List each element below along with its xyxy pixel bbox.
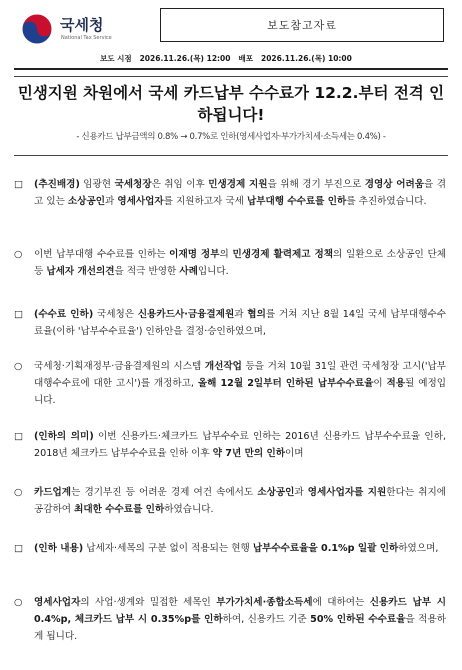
square-bullet: □: [14, 543, 24, 554]
text-run: 를 거쳐 지난 8월 14일 국세 납부대행수수료율(이하 '납부수수료율') 인하안을 결정·승인하였으며,: [34, 309, 446, 337]
embargo-time: 2026.11.26.(목) 12:00: [139, 53, 231, 63]
text-run: 입니다.: [197, 266, 229, 277]
text-run: 에 대하여는: [312, 597, 370, 608]
bold-run: 신용카드 납부 시 0.4%p, 체크카드 납부 시 0.35%p를 인하: [34, 597, 446, 625]
paragraph-text: [34, 358, 446, 409]
text-run: 을 적용하게 됩니다.: [34, 614, 446, 642]
page-subtitle: - 신용카드 납부금액의 0.8% → 0.7%로 인하(영세사업자·부가가치세·소득세는 0.4%) -: [76, 132, 386, 142]
bold-run: 최대한 수수료를 인하: [74, 504, 165, 515]
bold-run: 개선작업: [204, 361, 242, 372]
paragraph-text: [34, 594, 446, 645]
text-run: 을 겪고 있는: [34, 179, 446, 207]
text-run: 과: [104, 196, 118, 207]
text-run: 은 취임 이후: [151, 179, 209, 190]
document-type-label: 보도참고자료: [160, 8, 444, 42]
bold-run: 납부수수료율을 0.1%p 일괄 인하: [252, 543, 399, 554]
text-run: 등을 거쳐 10월 31일 관련 국세청장 고시('납부대행수수료에 대한 고시')를 개정하고,: [34, 361, 446, 389]
logo-text: 국세청: [60, 16, 104, 34]
paragraph-text: [34, 428, 446, 462]
text-run: 하여, 신용카드 기준: [222, 614, 311, 625]
text-run: 한다는 취지에 공감하여: [34, 487, 446, 515]
page-header: [0, 0, 462, 56]
bold-run: 이재명 정부: [169, 249, 220, 260]
text-run: 과: [234, 309, 248, 320]
bold-run: 민생경제 지원: [208, 179, 268, 190]
text-run: 이번 신용카드·체크카드 납부수수료 인하는 2016년 신용카드 납부수수료율 인하, 2018년 체크카드 납부수수료율 인하 이후: [34, 431, 446, 459]
text-run: 될 예정입니다.: [34, 378, 446, 406]
text-run: 의: [219, 249, 233, 260]
taegeuk-logo-icon: [20, 12, 54, 46]
bold-run: 영세사업자를 지원: [307, 487, 387, 498]
circle-bullet: ○: [14, 361, 23, 372]
bold-run: 영세사업자: [117, 196, 164, 207]
bold-run: 영세사업자: [34, 597, 81, 608]
text-run: 과: [294, 487, 308, 498]
text-run: 하였습니다.: [164, 504, 214, 515]
bold-run: 신용카드사·금융결제원: [137, 309, 235, 320]
text-run: 임광현: [79, 179, 115, 190]
text-run: 을 적극 반영한: [114, 266, 180, 277]
embargo-label: 보도 시점: [100, 53, 132, 63]
bold-run: (인하의 의미): [34, 431, 94, 442]
bold-run: 경영상 어려움: [364, 179, 425, 190]
text-run: 국세청·기획재정부·금융결제원의 시스템: [34, 361, 205, 372]
paragraph-text: [34, 540, 446, 557]
bold-run: 소상공인: [67, 196, 105, 207]
nts-logo: [14, 4, 124, 50]
bold-run: 협의: [247, 309, 266, 320]
text-run: 을 위해 경기 부진으로: [267, 179, 365, 190]
bold-run: 카드업계: [34, 487, 72, 498]
bold-run: 납세자 개선의견: [46, 266, 115, 277]
paragraph-text: [34, 484, 446, 518]
circle-bullet: ○: [14, 249, 23, 260]
bold-run: 올해 12월 2일부터 인하된 납부수수료율: [197, 378, 374, 389]
text-run: 국세청은: [93, 309, 138, 320]
text-run: 를 추진하였습니다.: [346, 196, 427, 207]
bold-run: (추진배경): [34, 179, 80, 190]
title-block: [14, 76, 448, 156]
square-bullet: □: [14, 309, 24, 320]
text-run: 이: [373, 378, 387, 389]
bold-run: (인하 내용): [34, 543, 84, 554]
bold-run: 약 7년 만의 인하: [212, 448, 285, 459]
paragraph-text: [34, 306, 446, 340]
circle-bullet: ○: [14, 597, 23, 608]
square-bullet: □: [14, 431, 24, 442]
bold-run: 국세청장: [114, 179, 152, 190]
bold-run: 소상공인: [257, 487, 295, 498]
bold-run: 부가가치세·종합소득세: [216, 597, 313, 608]
embargo-line: [100, 51, 450, 65]
bold-run: 민생경제 활력제고 정책: [232, 249, 334, 260]
text-run: 는 경기부진 등 어려운 경제 여건 속에서도: [71, 487, 258, 498]
logo-subtext: National Tax Service: [61, 35, 112, 41]
paragraph-text: [34, 246, 446, 280]
distribution-time: 2026.11.26.(목) 10:00: [260, 53, 352, 63]
text-run: 의 사업·생계와 밀접한 세목인: [80, 597, 217, 608]
page-title: 민생지원 차원에서 국세 카드납부 수수료가 12.2.부터 전격 인하됩니다!: [17, 84, 445, 124]
header-divider: [14, 68, 448, 70]
bold-run: 납부대행 수수료를 인하: [246, 196, 347, 207]
text-run: 의 일환으로 소상공인 단체 등: [34, 249, 447, 277]
text-run: 납세자·세목의 구분 없이 적용되는 현행: [83, 543, 253, 554]
text-run: 하였으며,: [398, 543, 439, 554]
circle-bullet: ○: [14, 487, 23, 498]
distribution-label: 배포: [238, 53, 253, 63]
bold-run: (수수료 인하): [34, 309, 94, 320]
paragraph-text: [34, 176, 446, 210]
bold-run: 사례: [179, 266, 198, 277]
bold-run: 50% 인하된 수수료율: [310, 614, 406, 625]
bold-run: 적용: [386, 378, 406, 389]
text-run: 를 지원하고자 국세: [163, 196, 247, 207]
square-bullet: □: [14, 179, 24, 190]
text-run: 이며: [285, 448, 304, 459]
text-run: 이번 납부대행 수수료를 인하는: [34, 249, 170, 260]
